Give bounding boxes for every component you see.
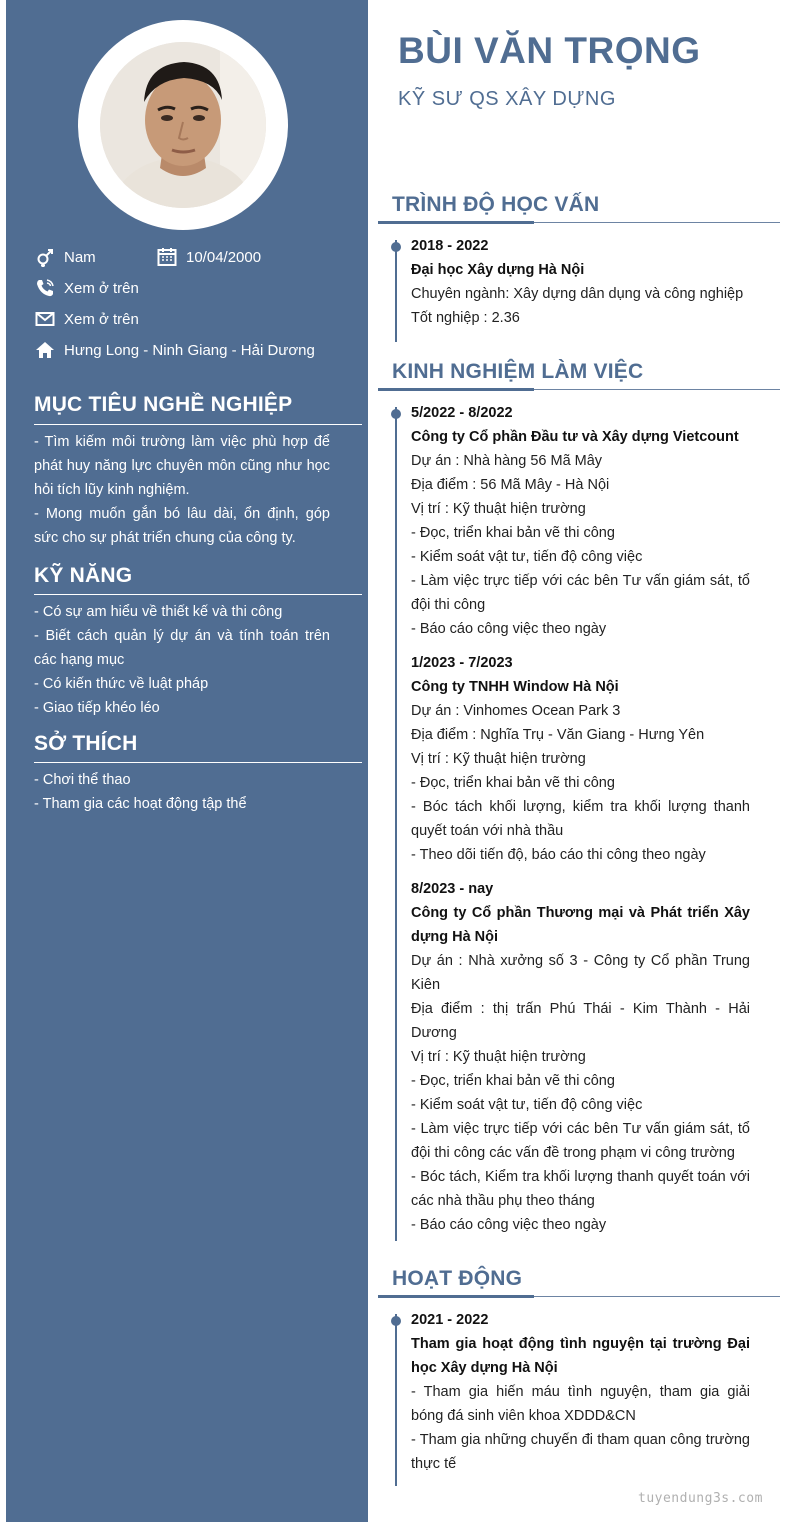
sidebar: [6, 0, 368, 1522]
profile-photo: [100, 42, 266, 208]
email-value: Xem ở trên: [64, 310, 139, 328]
entry-line: - Tham gia hiến máu tình nguyện, tham gia giải bóng đá sinh viên khoa XDDD&CN: [411, 1384, 750, 1424]
entry-line: - Báo cáo công việc theo ngày: [411, 621, 607, 637]
activity-entry: [411, 1308, 750, 1476]
entry-line: - Đọc, triển khai bản vẽ thi công: [411, 1073, 615, 1089]
education-heading: TRÌNH ĐỘ HỌC VẤN: [392, 193, 600, 216]
entry-line: Vị trí : Kỹ thuật hiện trường: [411, 751, 586, 767]
education-divider-accent: [378, 221, 534, 224]
candidate-name: BÙI VĂN TRỌNG: [398, 30, 701, 71]
phone-value: Xem ở trên: [64, 279, 139, 297]
watermark: tuyendung3s.com: [638, 1491, 763, 1506]
entry-line: Dự án : Nhà hàng 56 Mã Mây: [411, 453, 603, 469]
skills-list: [34, 600, 330, 720]
entry-line: Tốt nghiệp : 2.36: [411, 310, 520, 326]
entry-line: Vị trí : Kỹ thuật hiện trường: [411, 1049, 586, 1065]
timeline-dot: [391, 1316, 401, 1326]
entry-period: 2021 - 2022: [411, 1312, 489, 1328]
avatar: [100, 42, 266, 208]
skills-heading: KỸ NĂNG: [34, 564, 133, 587]
home-icon: [34, 339, 56, 361]
birthday-row: [156, 246, 261, 268]
experience-entry: [411, 401, 750, 641]
entry-line: - Đọc, triển khai bản vẽ thi công: [411, 775, 615, 791]
entry-line: - Theo dõi tiến độ, báo cáo thi công theo ngày: [411, 847, 706, 863]
activities-heading: HOẠT ĐỘNG: [392, 1267, 523, 1290]
entry-line: Địa điểm : thị trấn Phú Thái - Kim Thành - Hải Dương: [411, 1001, 750, 1041]
entry-line: Địa điểm : Nghĩa Trụ - Văn Giang - Hưng Yên: [411, 727, 705, 743]
timeline-dot: [391, 242, 401, 252]
entry-line: Chuyên ngành: Xây dựng dân dụng và công nghiệp: [411, 286, 744, 302]
entry-org: Đại học Xây dựng Hà Nội: [411, 262, 585, 278]
skill-item: - Có kiến thức về luật pháp: [34, 676, 209, 692]
entry-line: - Làm việc trực tiếp với các bên Tư vấn giám sát, tổ đội thi công các vấn đề trong phạm vi công trường: [411, 1121, 750, 1161]
address-value: Hưng Long - Ninh Giang - Hải Dương: [64, 341, 315, 359]
activities-divider-accent: [378, 1295, 534, 1298]
hobbies-list: [34, 768, 330, 816]
gender-value: Nam: [64, 248, 96, 266]
objective-text: [34, 430, 330, 550]
skills-divider: [34, 594, 362, 595]
skill-item: - Biết cách quản lý dự án và tính toán trên các hạng mục: [34, 628, 330, 668]
entry-period: 1/2023 - 7/2023: [411, 655, 513, 671]
entry-line: - Báo cáo công việc theo ngày: [411, 1217, 607, 1233]
entry-period: 8/2023 - nay: [411, 881, 494, 897]
experience-divider-accent: [378, 388, 534, 391]
entry-line: Dự án : Nhà xưởng số 3 - Công ty Cổ phần Trung Kiên: [411, 953, 750, 993]
education-timeline: [395, 240, 397, 342]
hobbies-heading: SỞ THÍCH: [34, 732, 138, 755]
objective-divider: [34, 424, 362, 425]
email-row: [34, 308, 139, 330]
skill-item: - Giao tiếp khéo léo: [34, 700, 160, 716]
entry-org: Tham gia hoạt động tình nguyện tại trường Đại học Xây dựng Hà Nội: [411, 1336, 750, 1376]
entry-period: 2018 - 2022: [411, 238, 489, 254]
experience-heading: KINH NGHIỆM LÀM VIỆC: [392, 360, 644, 383]
objective-line: - Mong muốn gắn bó lâu dài, ổn định, góp sức cho sự phát triển chung của công ty.: [34, 506, 330, 546]
gender-icon: [34, 246, 56, 268]
hobbies-divider: [34, 762, 362, 763]
entry-org: Công ty Cổ phần Thương mại và Phát triển Xây dựng Hà Nội: [411, 905, 750, 945]
entry-line: - Bóc tách khối lượng, kiểm tra khối lượng thanh quyết toán với nhà thầu: [411, 799, 750, 839]
entry-line: Địa điểm : 56 Mã Mây - Hà Nội: [411, 477, 610, 493]
objective-heading: MỤC TIÊU NGHỀ NGHIỆP: [34, 393, 293, 416]
entry-org: Công ty TNHH Window Hà Nội: [411, 679, 619, 695]
entry-line: - Kiểm soát vật tư, tiến độ công việc: [411, 1097, 643, 1113]
education-entry: [411, 234, 750, 330]
entry-line: - Tham gia những chuyến đi tham quan công trường thực tế: [411, 1432, 750, 1472]
entry-line: Dự án : Vinhomes Ocean Park 3: [411, 703, 621, 719]
entry-line: - Đọc, triển khai bản vẽ thi công: [411, 525, 615, 541]
entry-line: - Bóc tách, Kiểm tra khối lượng thanh quyết toán với các nhà thầu phụ theo tháng: [411, 1169, 750, 1209]
entry-period: 5/2022 - 8/2022: [411, 405, 513, 421]
activities-timeline: [395, 1314, 397, 1486]
experience-timeline: [395, 407, 397, 1241]
calendar-icon: [156, 246, 178, 268]
address-row: [34, 339, 315, 361]
birthday-value: 10/04/2000: [186, 248, 262, 266]
skill-item: - Có sự am hiểu về thiết kế và thi công: [34, 604, 283, 620]
email-icon: [34, 308, 56, 330]
experience-entry: [411, 651, 750, 867]
job-title: KỸ SƯ QS XÂY DỰNG: [398, 88, 616, 110]
entry-line: Vị trí : Kỹ thuật hiện trường: [411, 501, 586, 517]
entry-org: Công ty Cổ phần Đầu tư và Xây dựng Vietcount: [411, 429, 739, 445]
entry-line: - Làm việc trực tiếp với các bên Tư vấn giám sát, tổ đội thi công: [411, 573, 750, 613]
hobby-item: - Chơi thể thao: [34, 772, 131, 788]
phone-icon: [34, 277, 56, 299]
entry-line: - Kiểm soát vật tư, tiến độ công việc: [411, 549, 643, 565]
experience-entry: [411, 877, 750, 1237]
phone-row: [34, 277, 139, 299]
hobby-item: - Tham gia các hoạt động tập thể: [34, 796, 247, 812]
timeline-dot: [391, 409, 401, 419]
gender-row: [34, 246, 96, 268]
objective-line: - Tìm kiếm môi trường làm việc phù hợp để phát huy năng lực chuyên môn cũng như học hỏi tích lũy kinh nghiệm.: [34, 434, 330, 498]
